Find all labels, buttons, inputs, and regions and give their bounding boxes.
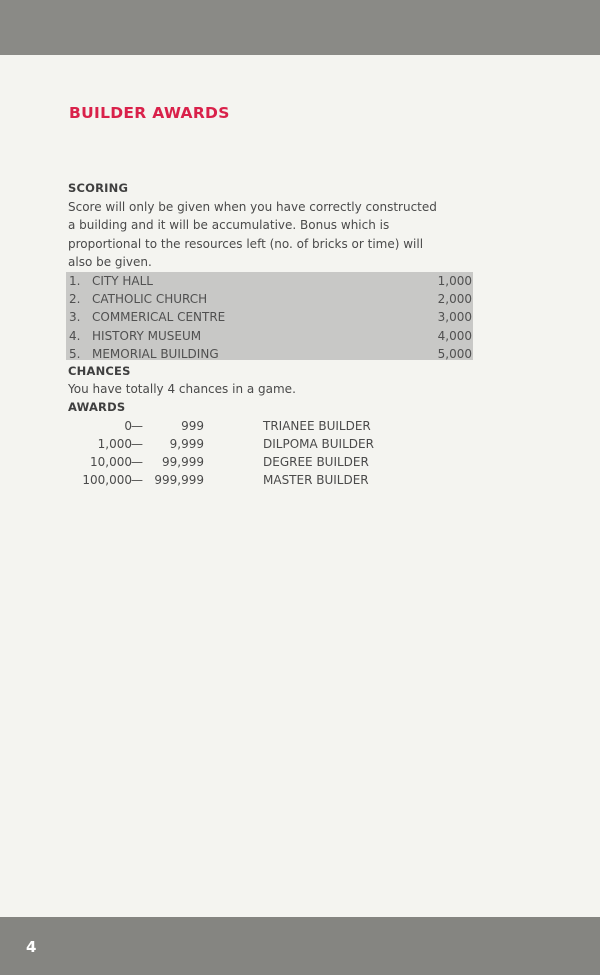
page-title: BUILDER AWARDS <box>69 104 230 122</box>
table-row <box>66 272 473 290</box>
page-number: 4 <box>26 938 37 956</box>
building-name: HISTORY MUSEUM <box>92 328 202 343</box>
award-range-from: 0 <box>124 419 132 433</box>
scoring-line: a building and it will be accumulative. Bonus which is <box>68 218 390 233</box>
award-row <box>0 453 600 471</box>
building-points: 1,000 <box>437 274 472 288</box>
award-range-to: 9,999 <box>169 437 204 451</box>
award-range-dash: — <box>131 455 143 469</box>
building-index: 2. <box>69 292 81 307</box>
building-index: 4. <box>69 328 81 343</box>
building-name: CITY HALL <box>92 274 153 288</box>
award-range-dash: — <box>131 437 143 451</box>
award-row <box>0 417 600 435</box>
table-row <box>66 345 473 363</box>
scoring-heading: SCORING <box>68 181 129 195</box>
award-row <box>0 471 600 489</box>
top-band <box>0 0 600 55</box>
award-range-to: 999,999 <box>154 473 204 487</box>
award-range-to: 99,999 <box>162 455 204 469</box>
award-range-to: 999 <box>181 419 204 433</box>
award-rank: DILPOMA BUILDER <box>263 437 374 451</box>
award-range-from: 100,000 <box>82 473 132 487</box>
building-score-table <box>66 272 473 360</box>
scoring-paragraph <box>68 198 478 271</box>
scoring-line: Score will only be given when you have correctly constructed <box>68 200 437 214</box>
building-name: MEMORIAL BUILDING <box>92 346 219 361</box>
building-points: 5,000 <box>437 346 472 361</box>
building-index: 1. <box>69 274 81 288</box>
scoring-line: also be given. <box>68 254 152 269</box>
bottom-band <box>0 917 600 975</box>
award-rank: TRIANEE BUILDER <box>263 419 371 433</box>
award-range-dash: — <box>131 473 143 487</box>
awards-heading: AWARDS <box>68 400 126 414</box>
award-rank: MASTER BUILDER <box>263 473 369 487</box>
building-index: 5. <box>69 346 81 361</box>
award-range-dash: — <box>131 419 143 433</box>
award-row <box>0 435 600 453</box>
table-row <box>66 290 473 308</box>
building-points: 4,000 <box>437 328 472 343</box>
award-range-from: 1,000 <box>97 437 132 451</box>
building-name: COMMERICAL CENTRE <box>92 310 226 325</box>
building-points: 3,000 <box>437 310 472 325</box>
building-points: 2,000 <box>437 292 472 307</box>
award-rank: DEGREE BUILDER <box>263 455 369 469</box>
chances-text: You have totally 4 chances in a game. <box>68 382 296 396</box>
award-range-from: 10,000 <box>90 455 132 469</box>
table-row <box>66 327 473 345</box>
table-row <box>66 308 473 326</box>
scoring-line: proportional to the resources left (no. of bricks or time) will <box>68 236 424 251</box>
chances-heading: CHANCES <box>68 364 131 378</box>
building-name: CATHOLIC CHURCH <box>92 292 208 307</box>
building-index: 3. <box>69 310 81 325</box>
